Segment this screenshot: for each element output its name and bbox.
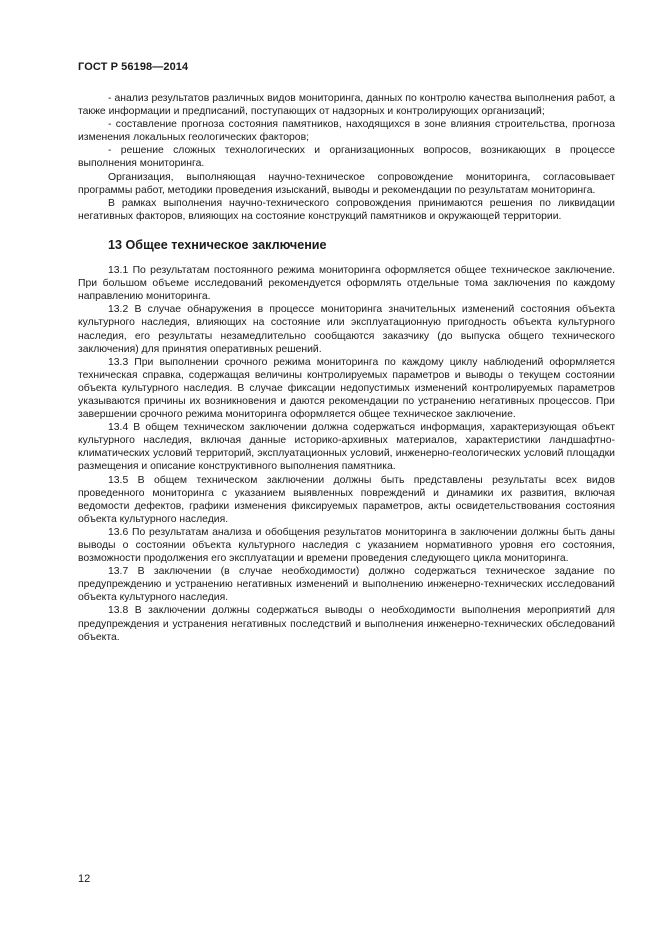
- clause-13-6: 13.6 По результатам анализа и обобщения результатов мониторинга в заключении должны быть даны выводы о состоянии объекта культурного наследия с указанием нормативного уровня его состояния, возможности продолжения его эксплуатации и времени проведения следующего цикла мониторинга.: [78, 526, 615, 565]
- paragraph: - решение сложных технологических и организационных вопросов, возникающих в процессе выполнения мониторинга.: [78, 145, 615, 170]
- clause-13-3: 13.3 При выполнении срочного режима мониторинга по каждому циклу наблюдений оформляется техническая справка, содержащая величины контролируемых параметров и выводы о текущем состоянии объекта культурного наследия. В случае фиксации недопустимых изменений контролируемых параметров указываются причины их возникновения и даются рекомендации по устранению негативных процессов. При завершении срочного режима мониторинга оформляется общее техническое заключение.: [78, 356, 615, 421]
- paragraph: В рамках выполнения научно-технического сопровождения принимаются решения по ликвидации негативных факторов, влияющих на состояние конструкций памятников и окружающей территории.: [78, 197, 615, 222]
- clause-13-5: 13.5 В общем техническом заключении должны быть представлены результаты всех видов проведенного мониторинга с указанием выявленных повреждений и динамики их развития, включая ведомости дефектов, графики изменения фиксируемых параметров, акты освидетельствования состояния объекта культурного наследия.: [78, 474, 615, 525]
- page-number: 12: [78, 873, 91, 885]
- section-title: 13 Общее техническое заключение: [108, 237, 327, 252]
- paragraph: - анализ результатов различных видов мониторинга, данных по контролю качества выполнения работ, а также информации и предписаний, поступающих от надзорных и контролирующих организаций;: [78, 93, 615, 118]
- clause-13-8: 13.8 В заключении должны содержаться выводы о необходимости выполнения мероприятий для предупреждения и устранения негативных последствий и выполнения инженерно-технических обследований объекта.: [78, 605, 615, 643]
- clause-13-4: 13.4 В общем техническом заключении должна содержаться информация, характеризующая объект культурного наследия, включая данные историко-архивных материалов, характеристики ландшафтно-климатических условий территорий, эксплуатационных условий, инженерно-геологических условий площадки размещения и описание конструктивного выполнения памятника.: [78, 422, 615, 473]
- paragraph: - составление прогноза состояния памятников, находящихся в зоне влияния строительства, прогноза изменения локальных геологических факторов;: [78, 119, 615, 144]
- clause-13-7: 13.7 В заключении (в случае необходимости) должно содержаться техническое задание по предупреждению и устранению негативных изменений и выполнению инженерно-технических исследований объекта культурного наследия.: [78, 566, 615, 604]
- page-content: [78, 92, 615, 644]
- clause-13-1: 13.1 По результатам постоянного режима мониторинга оформляется общее техническое заключение. При большом объеме исследований рекомендуется оформлять отдельные тома заключения по каждому направлению мониторинга.: [78, 265, 615, 303]
- paragraph: Организация, выполняющая научно-техническое сопровождение мониторинга, согласовывает программы работ, методики проведения изысканий, выводы и рекомендации по результатам мониторинга.: [78, 171, 615, 196]
- document-header: ГОСТ Р 56198—2014: [78, 61, 189, 73]
- clause-13-2: 13.2 В случае обнаружения в процессе мониторинга значительных изменений состояния объекта культурного наследия, влияющих на состояние или эксплуатационную пригодность объекта культурного наследия, его результаты незамедлительно сообщаются заказчику (до выпуска общего технического заключения) для принятия оперативных решений.: [78, 304, 615, 355]
